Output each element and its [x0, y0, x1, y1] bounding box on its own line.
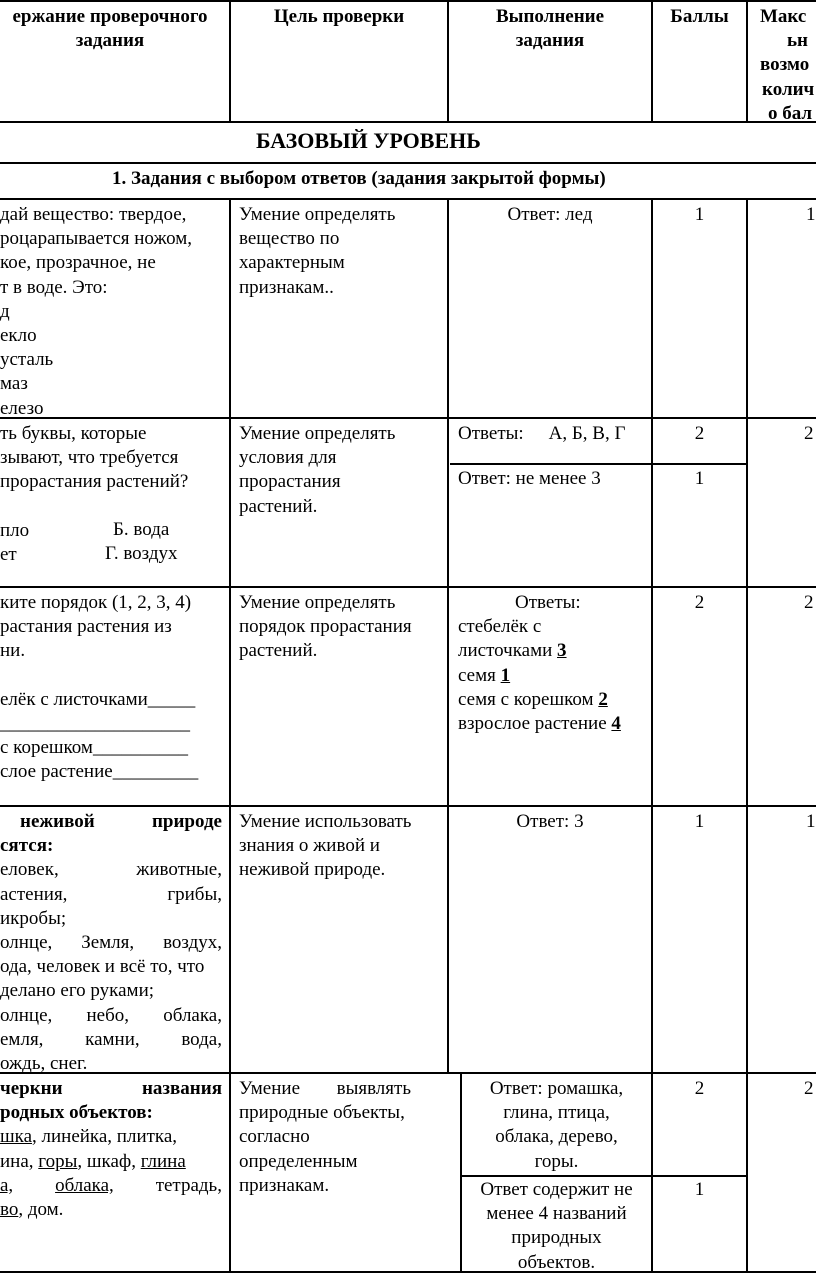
- row2-answer-full: Ответы: А, Б, В, Г: [458, 423, 626, 444]
- row2-goal: Умение определять условия для прорастания растений.: [239, 423, 396, 517]
- row3-answer: Ответы: стебелёк с листочками 3 семя 1 семя с корешком 2 взрослое растение 4: [458, 592, 621, 735]
- subsection-title: 1. Задания с выбором ответов (задания закрытой формы): [112, 168, 606, 189]
- row4-goal: Умение использовать знания о живой и неживой природе.: [239, 811, 412, 881]
- row2-answer-partial: Ответ: не менее 3: [458, 468, 601, 489]
- column-divider: [746, 0, 748, 123]
- header-check-goal: Цель проверки: [273, 6, 405, 27]
- row4-task: неживой природе сятся: еловек, животные, астения, грибы, икробы; олнце, Земля, воздух, ода, человек и всё то, что делано его руками; олнце, небо, облака, емля, камни, вода, ождь, снег.: [0, 811, 222, 1075]
- section-title: БАЗОВЫЙ УРОВЕНЬ: [256, 128, 481, 153]
- column-divider: [447, 198, 449, 1074]
- row2-max: 2: [804, 423, 814, 444]
- row5-answer-full: Ответ: ромашка, глина, птица, облака, дерево, горы.: [489, 1078, 624, 1172]
- row5-points-full: 2: [694, 1078, 705, 1099]
- row3-max: 2: [804, 592, 814, 613]
- row1-task: дай вещество: твердое, роцарапывается ножом, кое, прозрачное, не т в воде. Это: д екло усталь маз елезо: [0, 204, 193, 419]
- row3-points: 2: [694, 592, 705, 613]
- table-border-bottom: [0, 1271, 816, 1273]
- column-divider: [651, 198, 653, 1273]
- table-divider: [0, 805, 816, 807]
- row4-points: 1: [694, 811, 705, 832]
- row4-max: 1: [806, 811, 816, 832]
- table-divider: [0, 198, 816, 200]
- table-divider: [450, 463, 748, 465]
- header-points: Баллы: [670, 6, 729, 27]
- row5-max: 2: [804, 1078, 814, 1099]
- row5-task: черкни названия родных объектов: шка, линейка, плитка, ина, горы, шкаф, глина а, облака, тетрадь, во, дом.: [0, 1078, 222, 1221]
- row2-points-full: 2: [694, 423, 705, 444]
- row5-points-partial: 1: [694, 1179, 705, 1200]
- table-divider: [0, 162, 816, 164]
- row2-task-options: Б. вода Г. воздух: [105, 519, 178, 565]
- row1-goal: Умение определять вещество по характерным признакам..: [239, 204, 396, 298]
- row4-answer: Ответ: 3: [516, 811, 584, 832]
- table-divider: [0, 586, 816, 588]
- header-task-content: ержание проверочного задания: [12, 6, 208, 52]
- row1-points: 1: [694, 204, 705, 225]
- row2-task: ть буквы, которые зывают, что требуется прорастания растений? пло ет: [0, 423, 189, 565]
- row1-max: 1: [806, 204, 816, 225]
- header-task-completion: Выполнение задания: [495, 6, 605, 52]
- column-divider: [746, 198, 748, 1273]
- table-divider: [0, 121, 816, 123]
- row3-task: ките порядок (1, 2, 3, 4) растания растения из ни. елёк с листочками_____ ____________________ с корешком__________ слое растение_________: [0, 592, 199, 783]
- table-divider: [460, 1175, 748, 1177]
- header-max-points: Макс ьн возмо колич о бал: [760, 6, 815, 124]
- row1-answer: Ответ: лед: [507, 204, 593, 225]
- row5-answer-partial: Ответ содержит не менее 4 названий природных объектов.: [480, 1179, 633, 1273]
- row3-goal: Умение определять порядок прорастания растений.: [239, 592, 412, 662]
- row5-goal: Умение выявлять природные объекты, согласно определенным признакам.: [239, 1078, 411, 1196]
- row2-points-partial: 1: [694, 468, 705, 489]
- column-divider: [229, 198, 231, 1273]
- table-border-top: [0, 0, 816, 2]
